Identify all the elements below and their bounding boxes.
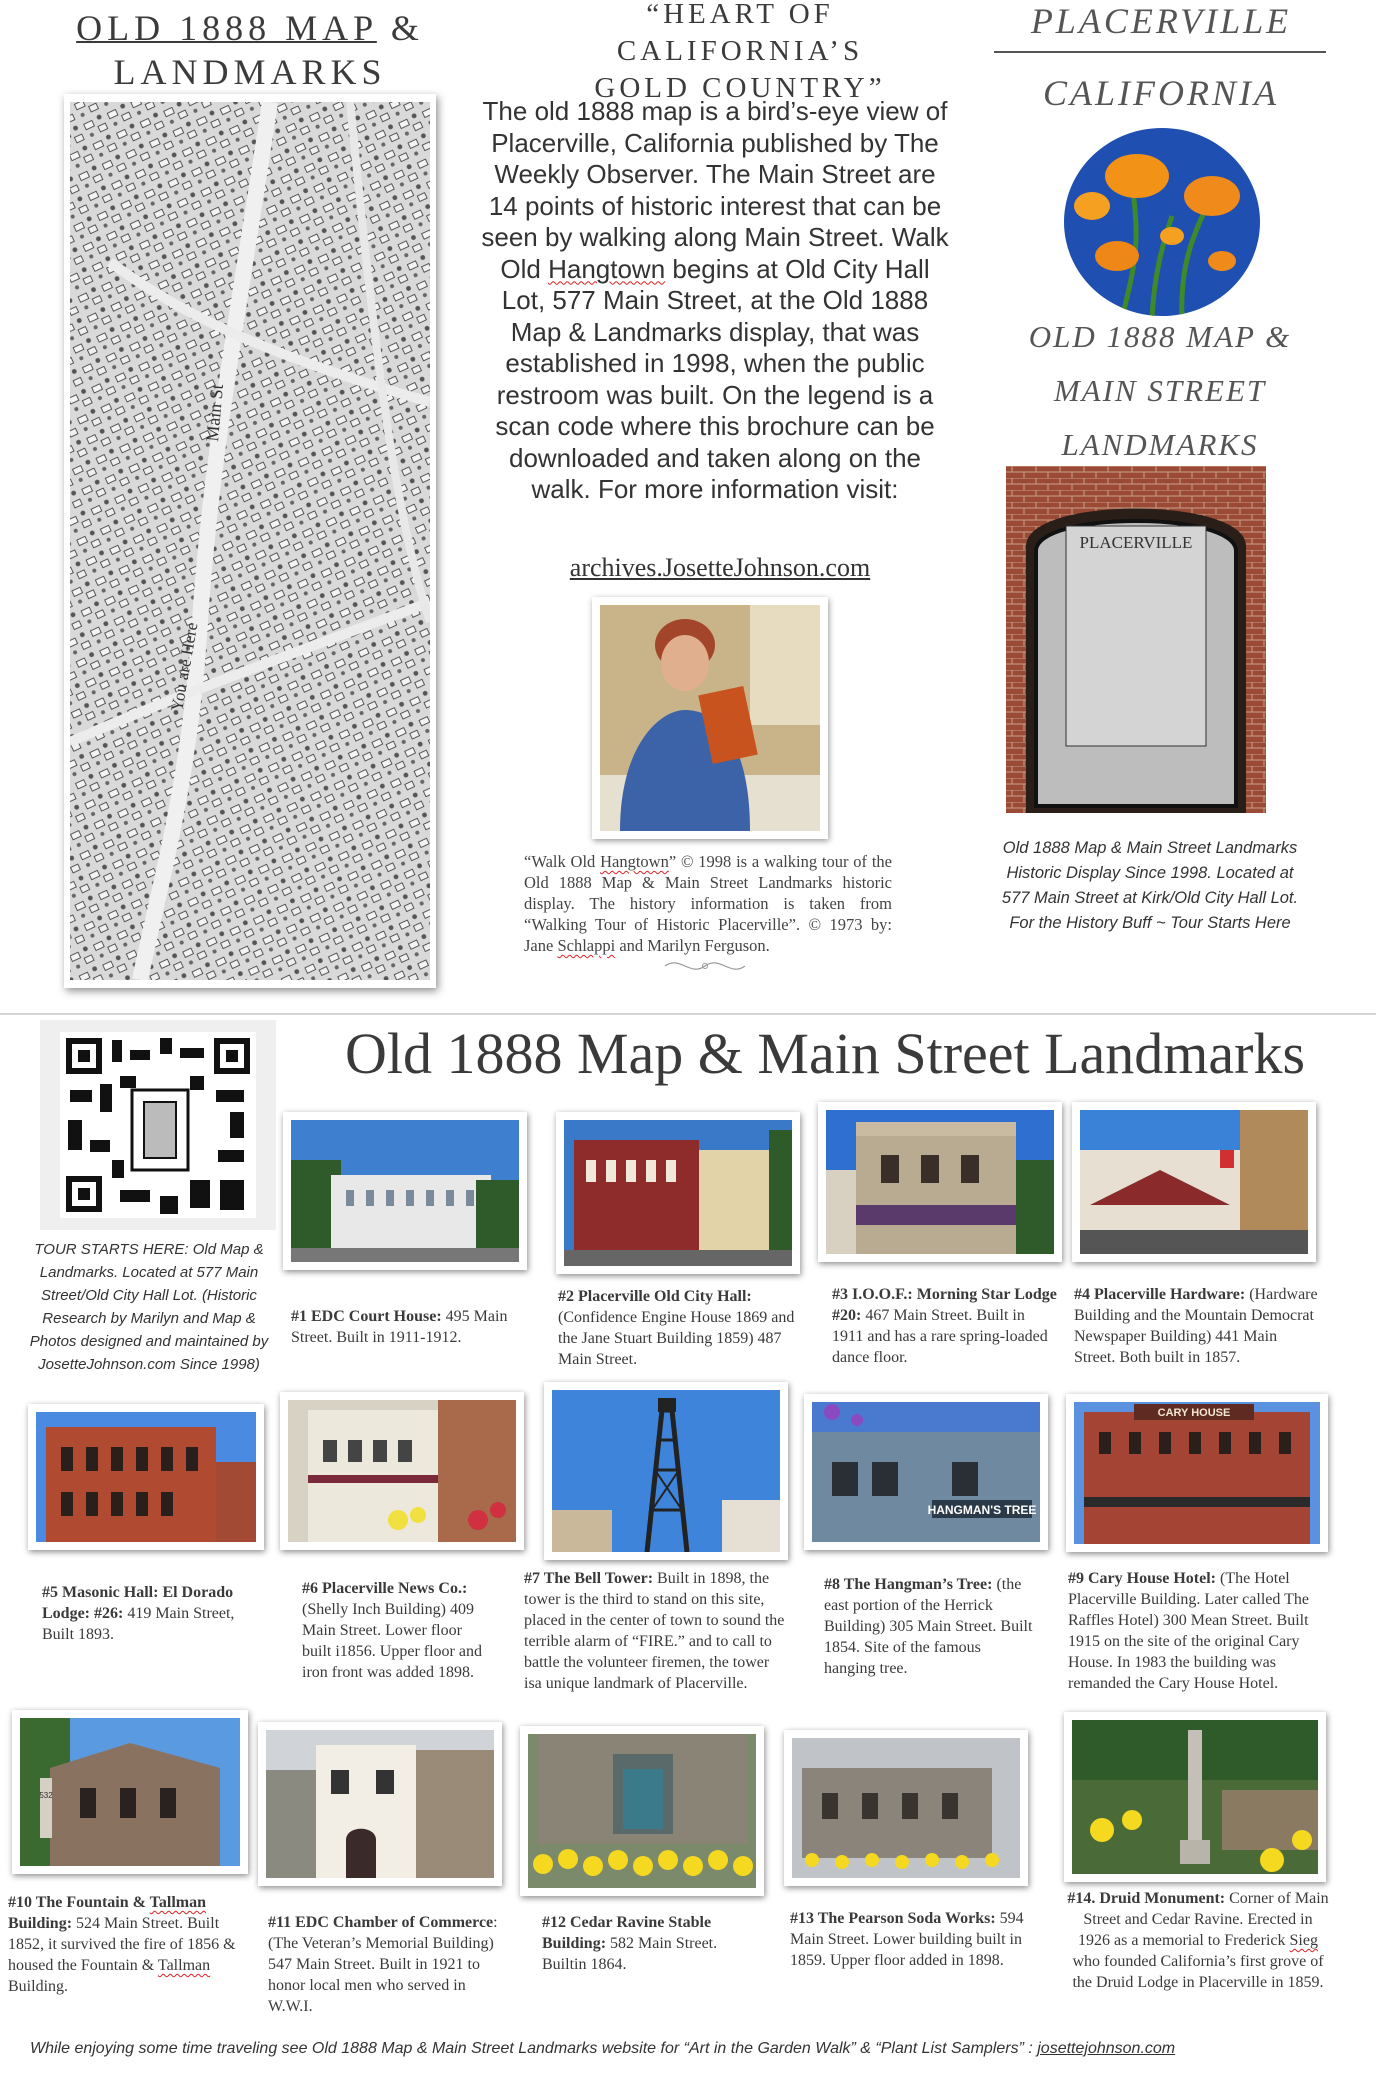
landmark-caption-6: #6 Placerville News Co.: (Shelly Inch Building) 409 Main Street. Lower floor built i1856. Upper floor and iron front was added 1898. [302,1580,482,1681]
landmark-photo-9-cary-house [1066,1394,1328,1552]
landmark-caption-1: #1 EDC Court House: 495 Main Street. Built in 1911-1912. [291,1308,508,1346]
archives-website-link[interactable]: archives.JosetteJohnson.com [569,553,871,582]
california-title: CALIFORNIA [1043,73,1279,113]
map-panel-title: OLD 1888 MAP & LANDMARKS [76,8,424,92]
title-line-1: OLD 1888 MAP [76,8,377,48]
landmark-caption-11: #11 EDC Chamber of Commerce: (The Veteran’s Memorial Building) 547 Main Street. Built in 1921 to honor local men who served in W.W.I. [268,1914,498,2015]
landmark-photo-6-news-co [280,1392,524,1550]
landmark-photo-5-masonic-hall [28,1404,264,1550]
decorative-flourish-icon [660,955,750,977]
tour-starts-note: TOUR STARTS HERE: Old Map & Landmarks. Located at 577 Main Street/Old City Hall Lot. (Historic Research by Marilyn and Map & Photos designed and maintained by JosetteJohnson.com Since 1998) [29,1241,269,1373]
walk-old-hangtown-credit: “Walk Old Hangtown” © 1998 is a walking tour of the Old 1888 Map & Main Street Landmarks historic display. The history information is taken from “Walking Tour of Historic Placerville”. © 1973 by: Jane Schlappi and Marilyn Ferguson. [524,852,893,955]
landmark-caption-5: #5 Masonic Hall: El Dorado Lodge: #26: 419 Main Street, Built 1893. [42,1584,235,1643]
historic-display-photo [1006,466,1266,813]
landmark-photo-1-court-house [283,1112,527,1270]
main-heading: Old 1888 Map & Main Street Landmarks [344,1021,1306,1086]
landmark-caption-10: #10 The Fountain & Tallman Building: 524 Main Street. Built 1852, it survived the fire of 1856 & housed the Fountain & Tallman Building. [8,1894,236,1995]
landmark-photo-2-old-city-hall [556,1112,800,1274]
landmark-photo-10-fountain-tallman [12,1710,248,1874]
landmark-photo-3-ioof [818,1102,1062,1262]
landmark-photo-8-hangmans-tree [804,1394,1048,1550]
california-poppy-image [1062,126,1262,318]
qr-code-icon[interactable] [40,1020,276,1230]
landmark-caption-3: #3 I.O.O.F.: Morning Star Lodge #20: 467 Main Street. Built in 1911 and has a rare spring-loaded dance floor. [832,1286,1057,1366]
intro-paragraph: The old 1888 map is a bird’s-eye view of Placerville, California published by The Weekly Observer. The Main Street are 14 points of historic interest that can be seen by walking along Main Street. Walk Old Hangtown begins at Old City Hall Lot, 577 Main Street, at the Old 1888 Map & Landmarks display, that was established in 1998, when the public restroom was built. On the legend is a scan code where this brochure can be downloaded and taken along on the walk. For more information visit: [481,96,949,504]
display-sign-text: PLACERVILLE [1079,533,1193,552]
map-you-are-here-label: You are Here [167,620,202,713]
landmark-caption-12: #12 Cedar Ravine Stable Building: 582 Main Street. Builtin 1864. [542,1914,718,1973]
title-rule [994,51,1326,53]
landmark-photo-4-hardware [1072,1102,1316,1262]
birds-eye-map [70,102,430,980]
address-532-sign: 532 [39,1791,53,1800]
footer-website-link[interactable]: josettejohnson.com [1037,2040,1176,2057]
display-caption: Old 1888 Map & Main Street Landmarks Historic Display Since 1998. Located at 577 Main Street at Kirk/Old City Hall Lot. For the History Buff ~ Tour Starts Here [1001,839,1299,932]
landmark-caption-2: #2 Placerville Old City Hall: (Confidence Engine House 1869 and the Jane Stuart Building 1859) 487 Main Street. [558,1288,795,1368]
landmark-photo-12-cedar-ravine-stable [520,1726,764,1896]
author-photo [592,597,828,839]
landmark-caption-9: #9 Cary House Hotel: (The Hotel Placerville Building. Later called The Raffles Hotel) 300 Mean Street. Built 1915 on the site of the original Cary House. In 1983 the building was remanded the Cary House Hotel. [1068,1570,1309,1692]
panel-divider [0,1013,1376,1015]
hangmans-tree-sign: HANGMAN'S TREE [927,1503,1037,1517]
landmark-caption-13: #13 The Pearson Soda Works: 594 Main Street. Lower building built in 1859. Upper floor added in 1898. [790,1910,1024,1969]
footer-note: While enjoying some time traveling see Old 1888 Map & Main Street Landmarks website for “Art in the Garden Walk” & “Plant List Samplers” : josettejohnson.com [30,2040,1176,2057]
landmark-photo-7-bell-tower [544,1382,788,1560]
landmark-photo-11-chamber-of-commerce [258,1722,502,1886]
landmark-caption-7: #7 The Bell Tower: Built in 1898, the tower is the third to stand on this site, placed in the center of town to sound the terrible alarm of “FIRE.” and to call to battle the volunteer firemen, the tower isa unique landmark of Placerville. [524,1570,785,1692]
heart-of-california-title: “HEART OF CALIFORNIA’S GOLD COUNTRY” [594,0,886,104]
landmark-photo-14-druid-monument [1064,1712,1326,1882]
landmark-caption-14: #14. Druid Monument: Corner of Main Street and Cedar Ravine. Erected in 1926 as a memorial to Frederick Sieg who founded California’s first grove of the Druid Lodge in Placerville in 1859. [1067,1890,1329,1991]
landmark-caption-4: #4 Placerville Hardware: (Hardware Building and the Mountain Democrat Newspaper Building) 441 Main Street. Both built in 1857. [1074,1286,1318,1366]
map-main-street-label: Main St [202,383,227,443]
old-1888-map-image [64,94,436,988]
cary-house-sign: CARY HOUSE [1157,1407,1231,1419]
landmark-photo-13-pearson-soda-works [784,1730,1028,1886]
placerville-title: PLACERVILLE [1030,1,1292,41]
map-street-landmarks-subtitle: OLD 1888 MAP & MAIN STREET LANDMARKS [1028,319,1292,462]
title-line-2: LANDMARKS [113,52,387,92]
landmark-caption-8: #8 The Hangman’s Tree: (the east portion of the Herrick Building) 305 Main Street. Built 1854. Site of the famous hanging tree. [824,1576,1033,1677]
